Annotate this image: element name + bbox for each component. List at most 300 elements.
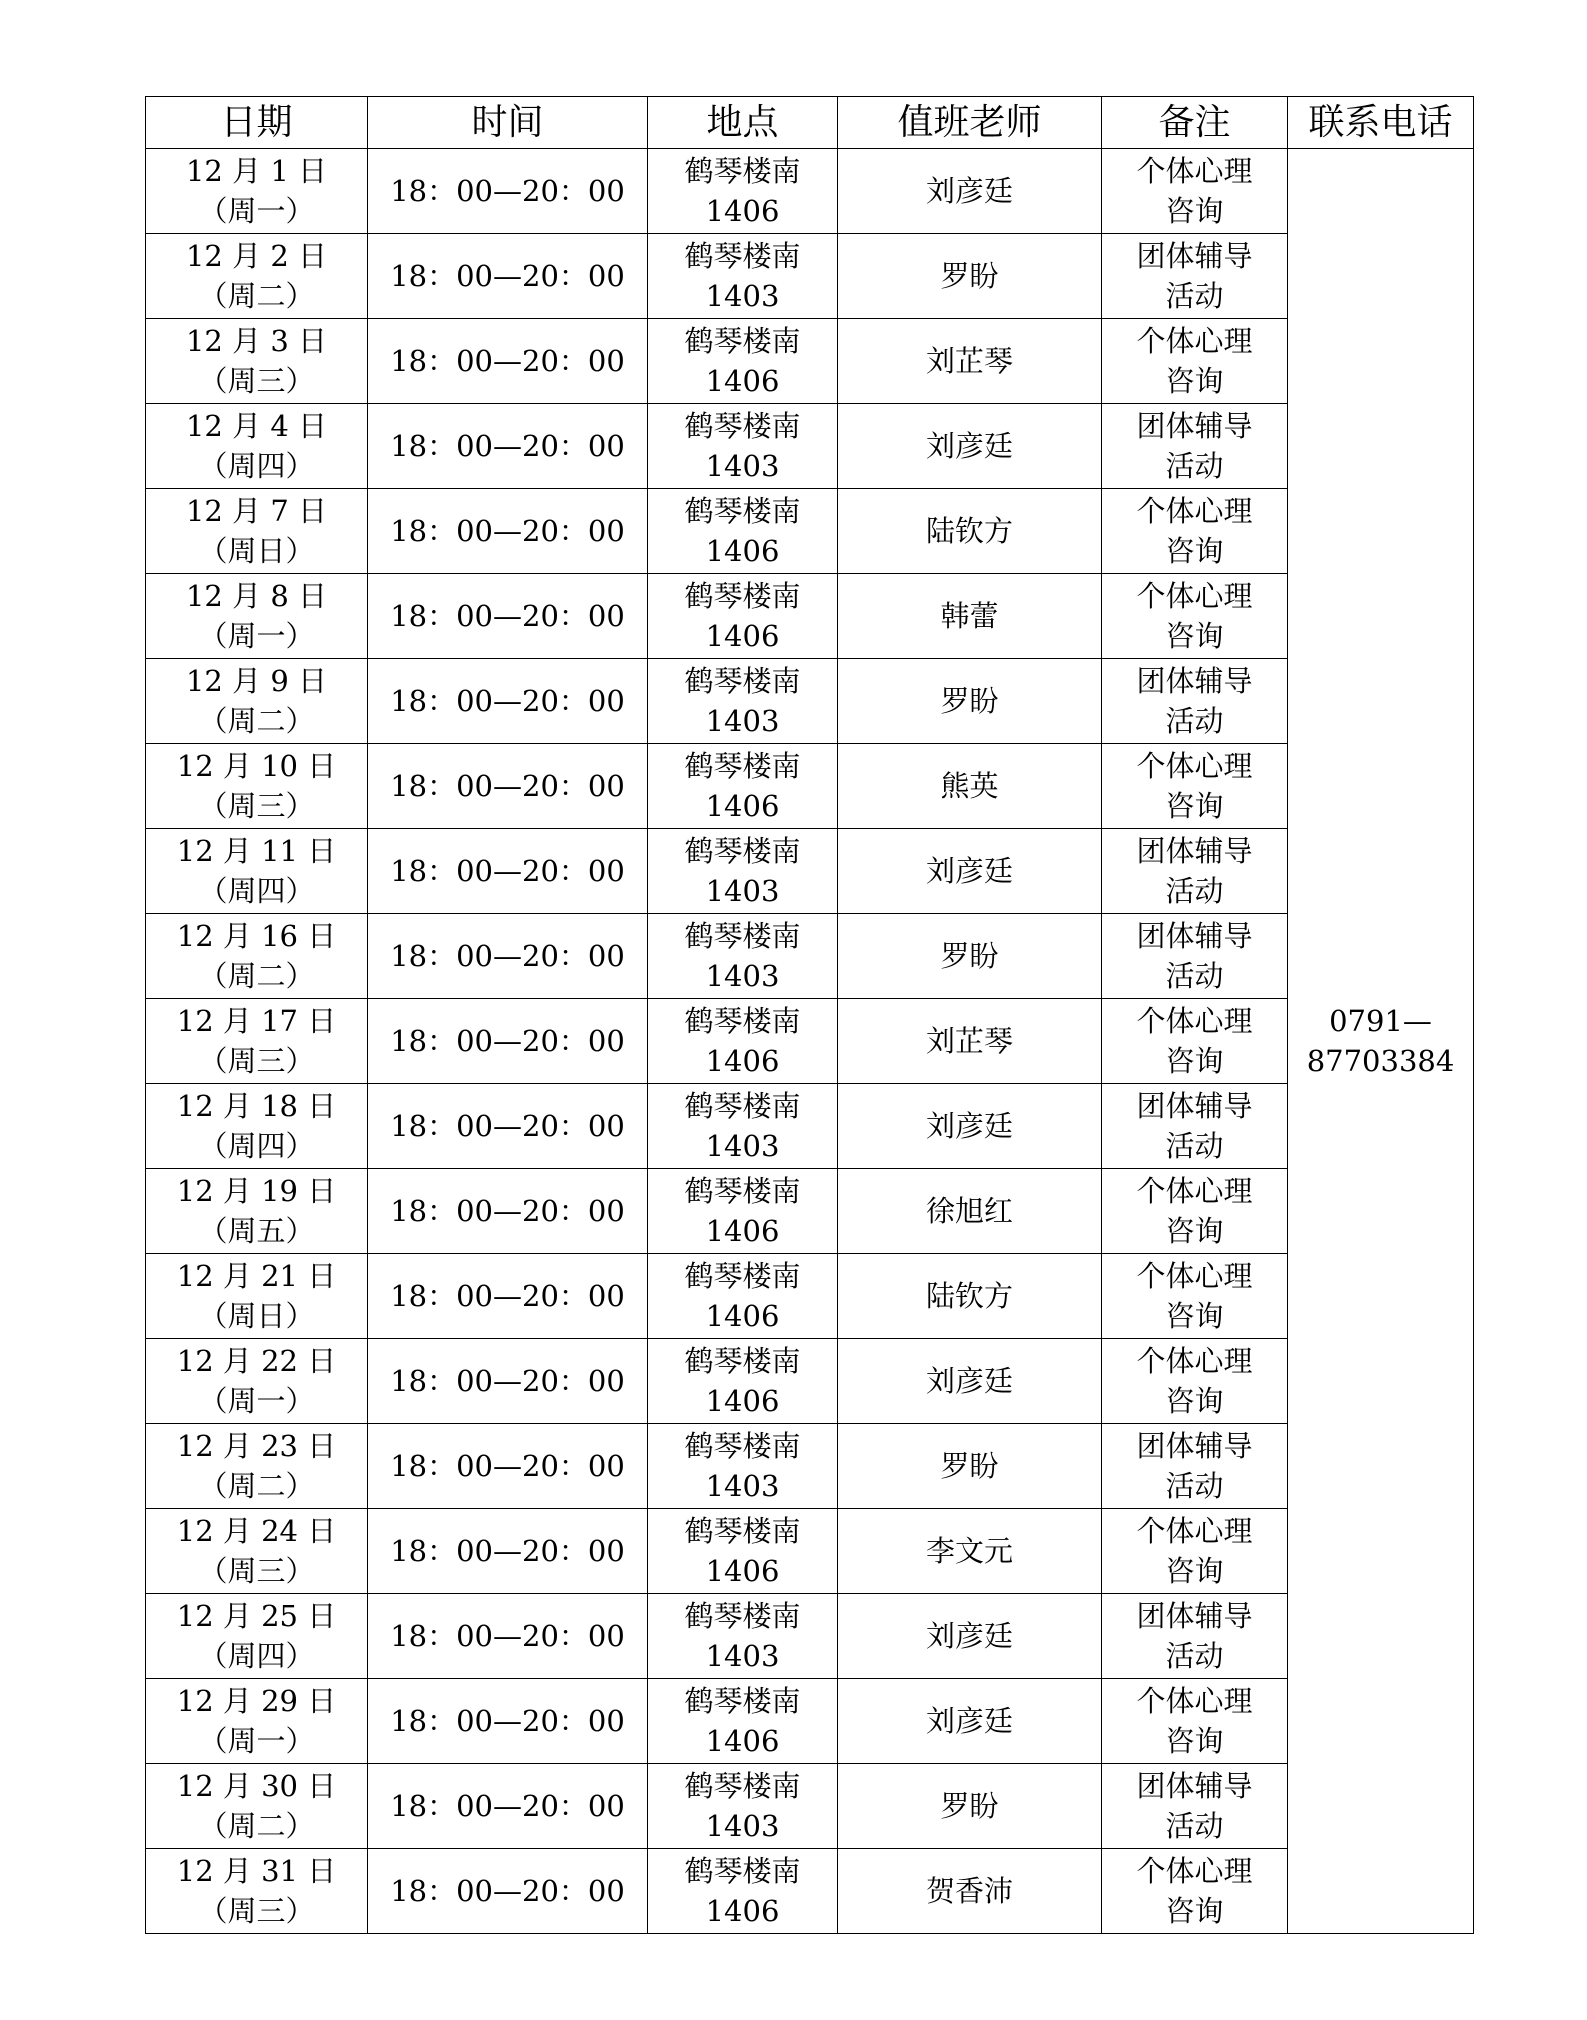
teacher-name-text: 韩蕾: [940, 599, 999, 633]
date-cell: [146, 1594, 368, 1679]
place-building-text: 鹤琴楼南: [684, 919, 801, 953]
place-building-text: 鹤琴楼南: [684, 1854, 801, 1888]
phone-line1-text: 0791—: [1329, 1004, 1432, 1038]
weekday-text: （周二）: [198, 1809, 315, 1843]
note-line1-text: 个体心理: [1136, 1174, 1253, 1208]
date-cell: [146, 744, 368, 829]
note-line1-text: 团体辅导: [1136, 834, 1253, 868]
table-row: [146, 1509, 1474, 1594]
weekday-text: （周一）: [198, 194, 315, 228]
weekday-text: （周三）: [198, 1894, 315, 1928]
time-cell: [368, 319, 648, 404]
header-note: 备注: [1102, 97, 1288, 149]
place-room-text: 1406: [705, 534, 780, 568]
teacher-cell: [838, 1594, 1102, 1679]
teacher-cell: [838, 574, 1102, 659]
place-room-text: 1403: [705, 704, 780, 738]
place-building-text: 鹤琴楼南: [684, 1514, 801, 1548]
teacher-name-text: 刘彦廷: [925, 174, 1013, 208]
place-cell: [648, 914, 838, 999]
weekday-text: （周四）: [198, 874, 315, 908]
table-row: [146, 744, 1474, 829]
weekday-text: （周一）: [198, 1384, 315, 1418]
note-line1-text: 团体辅导: [1136, 1089, 1253, 1123]
time-cell: [368, 744, 648, 829]
note-line2-text: 活动: [1165, 1639, 1224, 1673]
weekday-text: （周五）: [198, 1214, 315, 1248]
teacher-cell: [838, 234, 1102, 319]
place-building-text: 鹤琴楼南: [684, 1004, 801, 1038]
time-cell: [368, 1424, 648, 1509]
note-cell: [1102, 1254, 1288, 1339]
table-row: [146, 829, 1474, 914]
time-cell: [368, 914, 648, 999]
date-text: 12 月 9 日: [185, 664, 327, 698]
teacher-cell: [838, 1509, 1102, 1594]
time-cell: [368, 149, 648, 234]
time-text: 18：00—20：00: [390, 1279, 625, 1313]
teacher-cell: [838, 404, 1102, 489]
date-cell: [146, 659, 368, 744]
place-cell: [648, 1509, 838, 1594]
place-cell: [648, 1849, 838, 1934]
note-cell: [1102, 149, 1288, 234]
place-cell: [648, 1679, 838, 1764]
place-cell: [648, 829, 838, 914]
teacher-name-text: 李文元: [925, 1534, 1013, 1568]
date-cell: [146, 1254, 368, 1339]
note-line2-text: 活动: [1165, 1469, 1224, 1503]
date-text: 12 月 30 日: [176, 1769, 337, 1803]
place-building-text: 鹤琴楼南: [684, 1769, 801, 1803]
date-text: 12 月 4 日: [185, 409, 327, 443]
weekday-text: （周二）: [198, 959, 315, 993]
date-cell: [146, 914, 368, 999]
teacher-cell: [838, 744, 1102, 829]
place-cell: [648, 489, 838, 574]
date-text: 12 月 23 日: [176, 1429, 337, 1463]
note-line1-text: 个体心理: [1136, 1004, 1253, 1038]
place-cell: [648, 1084, 838, 1169]
place-cell: [648, 319, 838, 404]
note-cell: [1102, 1679, 1288, 1764]
place-cell: [648, 999, 838, 1084]
teacher-name-text: 熊英: [940, 769, 999, 803]
note-line2-text: 咨询: [1165, 1724, 1224, 1758]
place-room-text: 1403: [705, 279, 780, 313]
date-cell: [146, 149, 368, 234]
note-cell: [1102, 829, 1288, 914]
place-building-text: 鹤琴楼南: [684, 579, 801, 613]
place-room-text: 1406: [705, 1299, 780, 1333]
teacher-name-text: 罗盼: [940, 1789, 999, 1823]
teacher-cell: [838, 829, 1102, 914]
table-row: [146, 999, 1474, 1084]
place-building-text: 鹤琴楼南: [684, 324, 801, 358]
place-room-text: 1403: [705, 874, 780, 908]
table-row: [146, 404, 1474, 489]
weekday-text: （周日）: [198, 1299, 315, 1333]
time-text: 18：00—20：00: [390, 514, 625, 548]
date-cell: [146, 1339, 368, 1424]
place-building-text: 鹤琴楼南: [684, 1429, 801, 1463]
teacher-cell: [838, 1424, 1102, 1509]
note-cell: [1102, 234, 1288, 319]
date-text: 12 月 18 日: [176, 1089, 337, 1123]
teacher-cell: [838, 1084, 1102, 1169]
place-cell: [648, 659, 838, 744]
note-line2-text: 咨询: [1165, 1554, 1224, 1588]
place-cell: [648, 744, 838, 829]
place-cell: [648, 1169, 838, 1254]
teacher-cell: [838, 1254, 1102, 1339]
place-room-text: 1403: [705, 1809, 780, 1843]
date-text: 12 月 2 日: [185, 239, 327, 273]
teacher-name-text: 罗盼: [940, 259, 999, 293]
time-cell: [368, 1594, 648, 1679]
header-place: 地点: [648, 97, 838, 149]
time-text: 18：00—20：00: [390, 854, 625, 888]
table-row: [146, 1424, 1474, 1509]
teacher-cell: [838, 1169, 1102, 1254]
note-line1-text: 团体辅导: [1136, 1769, 1253, 1803]
weekday-text: （周四）: [198, 1129, 315, 1163]
place-cell: [648, 1594, 838, 1679]
time-text: 18：00—20：00: [390, 1789, 625, 1823]
place-building-text: 鹤琴楼南: [684, 1599, 801, 1633]
place-room-text: 1406: [705, 194, 780, 228]
date-cell: [146, 1849, 368, 1934]
note-cell: [1102, 319, 1288, 404]
place-building-text: 鹤琴楼南: [684, 1344, 801, 1378]
table-row: [146, 1339, 1474, 1424]
teacher-cell: [838, 319, 1102, 404]
time-cell: [368, 1339, 648, 1424]
date-cell: [146, 999, 368, 1084]
note-cell: [1102, 1849, 1288, 1934]
weekday-text: （周二）: [198, 1469, 315, 1503]
table-row: [146, 149, 1474, 234]
time-cell: [368, 829, 648, 914]
date-cell: [146, 1084, 368, 1169]
note-line2-text: 活动: [1165, 959, 1224, 993]
date-text: 12 月 3 日: [185, 324, 327, 358]
date-text: 12 月 7 日: [185, 494, 327, 528]
time-text: 18：00—20：00: [390, 1619, 625, 1653]
teacher-name-text: 陆钦方: [925, 1279, 1013, 1313]
note-line1-text: 个体心理: [1136, 324, 1253, 358]
note-line1-text: 团体辅导: [1136, 239, 1253, 273]
place-building-text: 鹤琴楼南: [684, 1089, 801, 1123]
header-time: 时间: [368, 97, 648, 149]
place-cell: [648, 1254, 838, 1339]
table-row: [146, 489, 1474, 574]
place-room-text: 1406: [705, 1894, 780, 1928]
teacher-name-text: 罗盼: [940, 684, 999, 718]
table-row: [146, 1849, 1474, 1934]
table-row: [146, 659, 1474, 744]
teacher-name-text: 贺香沛: [925, 1874, 1013, 1908]
date-cell: [146, 829, 368, 914]
time-text: 18：00—20：00: [390, 599, 625, 633]
place-building-text: 鹤琴楼南: [684, 1174, 801, 1208]
teacher-cell: [838, 1679, 1102, 1764]
date-cell: [146, 319, 368, 404]
date-cell: [146, 1509, 368, 1594]
date-text: 12 月 1 日: [185, 154, 327, 188]
weekday-text: （周二）: [198, 704, 315, 738]
teacher-cell: [838, 659, 1102, 744]
note-line2-text: 活动: [1165, 1809, 1224, 1843]
teacher-name-text: 刘彦廷: [925, 1109, 1013, 1143]
place-building-text: 鹤琴楼南: [684, 664, 801, 698]
duty-schedule-table: [145, 96, 1474, 1934]
phone-cell: [1288, 149, 1474, 1934]
header-phone: 联系电话: [1288, 97, 1474, 149]
time-cell: [368, 404, 648, 489]
time-text: 18：00—20：00: [390, 1704, 625, 1738]
teacher-cell: [838, 1764, 1102, 1849]
time-cell: [368, 999, 648, 1084]
note-cell: [1102, 489, 1288, 574]
place-room-text: 1403: [705, 1469, 780, 1503]
table-row: [146, 319, 1474, 404]
time-text: 18：00—20：00: [390, 259, 625, 293]
weekday-text: （周三）: [198, 789, 315, 823]
place-building-text: 鹤琴楼南: [684, 834, 801, 868]
place-room-text: 1403: [705, 1639, 780, 1673]
date-text: 12 月 16 日: [176, 919, 337, 953]
time-cell: [368, 489, 648, 574]
time-text: 18：00—20：00: [390, 684, 625, 718]
header-row: [146, 97, 1474, 149]
note-line2-text: 咨询: [1165, 1299, 1224, 1333]
time-text: 18：00—20：00: [390, 344, 625, 378]
note-line1-text: 个体心理: [1136, 494, 1253, 528]
note-line2-text: 活动: [1165, 449, 1224, 483]
teacher-cell: [838, 1849, 1102, 1934]
time-cell: [368, 1084, 648, 1169]
note-line2-text: 咨询: [1165, 364, 1224, 398]
place-cell: [648, 149, 838, 234]
weekday-text: （周一）: [198, 1724, 315, 1758]
teacher-cell: [838, 489, 1102, 574]
note-line1-text: 团体辅导: [1136, 409, 1253, 443]
note-cell: [1102, 1169, 1288, 1254]
place-room-text: 1406: [705, 364, 780, 398]
time-text: 18：00—20：00: [390, 1024, 625, 1058]
date-cell: [146, 574, 368, 659]
place-cell: [648, 1339, 838, 1424]
note-line2-text: 活动: [1165, 704, 1224, 738]
date-text: 12 月 21 日: [176, 1259, 337, 1293]
date-text: 12 月 25 日: [176, 1599, 337, 1633]
note-line2-text: 咨询: [1165, 1894, 1224, 1928]
weekday-text: （周三）: [198, 1044, 315, 1078]
table-row: [146, 1594, 1474, 1679]
note-cell: [1102, 744, 1288, 829]
place-room-text: 1403: [705, 1129, 780, 1163]
note-line2-text: 活动: [1165, 279, 1224, 313]
date-text: 12 月 24 日: [176, 1514, 337, 1548]
date-text: 12 月 31 日: [176, 1854, 337, 1888]
time-text: 18：00—20：00: [390, 174, 625, 208]
note-cell: [1102, 914, 1288, 999]
note-cell: [1102, 1594, 1288, 1679]
place-cell: [648, 574, 838, 659]
teacher-cell: [838, 999, 1102, 1084]
header-date: 日期: [146, 97, 368, 149]
teacher-name-text: 刘彦廷: [925, 429, 1013, 463]
note-line1-text: 团体辅导: [1136, 1599, 1253, 1633]
time-cell: [368, 659, 648, 744]
place-building-text: 鹤琴楼南: [684, 154, 801, 188]
place-room-text: 1406: [705, 1214, 780, 1248]
weekday-text: （周三）: [198, 364, 315, 398]
time-text: 18：00—20：00: [390, 939, 625, 973]
table-row: [146, 1084, 1474, 1169]
table-row: [146, 1254, 1474, 1339]
time-cell: [368, 1679, 648, 1764]
place-room-text: 1406: [705, 619, 780, 653]
place-cell: [648, 1424, 838, 1509]
date-cell: [146, 489, 368, 574]
date-text: 12 月 22 日: [176, 1344, 337, 1378]
teacher-name-text: 陆钦方: [925, 514, 1013, 548]
note-line1-text: 个体心理: [1136, 579, 1253, 613]
note-line2-text: 咨询: [1165, 194, 1224, 228]
place-room-text: 1406: [705, 1384, 780, 1418]
time-cell: [368, 234, 648, 319]
note-cell: [1102, 574, 1288, 659]
date-cell: [146, 234, 368, 319]
note-line1-text: 团体辅导: [1136, 664, 1253, 698]
place-building-text: 鹤琴楼南: [684, 494, 801, 528]
note-cell: [1102, 659, 1288, 744]
time-text: 18：00—20：00: [390, 1534, 625, 1568]
teacher-name-text: 刘芷琴: [925, 344, 1013, 378]
time-cell: [368, 1849, 648, 1934]
place-room-text: 1406: [705, 1044, 780, 1078]
time-cell: [368, 1509, 648, 1594]
note-cell: [1102, 1339, 1288, 1424]
date-cell: [146, 1764, 368, 1849]
place-cell: [648, 234, 838, 319]
time-cell: [368, 1764, 648, 1849]
teacher-name-text: 刘芷琴: [925, 1024, 1013, 1058]
time-text: 18：00—20：00: [390, 769, 625, 803]
table-row: [146, 234, 1474, 319]
note-line2-text: 活动: [1165, 1129, 1224, 1163]
note-line2-text: 咨询: [1165, 534, 1224, 568]
teacher-name-text: 罗盼: [940, 1449, 999, 1483]
teacher-name-text: 刘彦廷: [925, 1619, 1013, 1653]
date-text: 12 月 11 日: [176, 834, 337, 868]
note-cell: [1102, 1764, 1288, 1849]
time-cell: [368, 574, 648, 659]
note-line2-text: 活动: [1165, 874, 1224, 908]
weekday-text: （周日）: [198, 534, 315, 568]
table-row: [146, 1169, 1474, 1254]
teacher-name-text: 罗盼: [940, 939, 999, 973]
place-building-text: 鹤琴楼南: [684, 749, 801, 783]
time-text: 18：00—20：00: [390, 1449, 625, 1483]
note-line1-text: 个体心理: [1136, 1259, 1253, 1293]
date-text: 12 月 17 日: [176, 1004, 337, 1038]
time-text: 18：00—20：00: [390, 1364, 625, 1398]
note-cell: [1102, 1424, 1288, 1509]
note-line2-text: 咨询: [1165, 789, 1224, 823]
table-row: [146, 1679, 1474, 1764]
place-room-text: 1406: [705, 1554, 780, 1588]
place-building-text: 鹤琴楼南: [684, 409, 801, 443]
note-line1-text: 个体心理: [1136, 1854, 1253, 1888]
teacher-name-text: 刘彦廷: [925, 1704, 1013, 1738]
date-text: 12 月 19 日: [176, 1174, 337, 1208]
teacher-cell: [838, 149, 1102, 234]
note-line2-text: 咨询: [1165, 1384, 1224, 1418]
weekday-text: （周四）: [198, 1639, 315, 1673]
table-row: [146, 914, 1474, 999]
place-room-text: 1406: [705, 1724, 780, 1758]
note-cell: [1102, 404, 1288, 489]
schedule-body: [146, 149, 1474, 1934]
weekday-text: （周三）: [198, 1554, 315, 1588]
date-cell: [146, 1169, 368, 1254]
teacher-cell: [838, 1339, 1102, 1424]
note-cell: [1102, 1084, 1288, 1169]
place-building-text: 鹤琴楼南: [684, 239, 801, 273]
note-line1-text: 个体心理: [1136, 1344, 1253, 1378]
time-cell: [368, 1169, 648, 1254]
header-teacher: 值班老师: [838, 97, 1102, 149]
note-line2-text: 咨询: [1165, 1044, 1224, 1078]
date-text: 12 月 29 日: [176, 1684, 337, 1718]
date-cell: [146, 404, 368, 489]
table-row: [146, 574, 1474, 659]
place-room-text: 1403: [705, 959, 780, 993]
note-line2-text: 咨询: [1165, 1214, 1224, 1248]
place-room-text: 1406: [705, 789, 780, 823]
time-text: 18：00—20：00: [390, 1874, 625, 1908]
note-line1-text: 个体心理: [1136, 1684, 1253, 1718]
date-text: 12 月 10 日: [176, 749, 337, 783]
teacher-name-text: 刘彦廷: [925, 1364, 1013, 1398]
place-cell: [648, 1764, 838, 1849]
time-cell: [368, 1254, 648, 1339]
teacher-name-text: 徐旭红: [925, 1194, 1013, 1228]
note-line1-text: 个体心理: [1136, 1514, 1253, 1548]
time-text: 18：00—20：00: [390, 1109, 625, 1143]
place-building-text: 鹤琴楼南: [684, 1684, 801, 1718]
teacher-cell: [838, 914, 1102, 999]
place-cell: [648, 404, 838, 489]
note-cell: [1102, 999, 1288, 1084]
note-line2-text: 咨询: [1165, 619, 1224, 653]
note-cell: [1102, 1509, 1288, 1594]
place-building-text: 鹤琴楼南: [684, 1259, 801, 1293]
date-cell: [146, 1424, 368, 1509]
time-text: 18：00—20：00: [390, 429, 625, 463]
weekday-text: （周一）: [198, 619, 315, 653]
time-text: 18：00—20：00: [390, 1194, 625, 1228]
weekday-text: （周四）: [198, 449, 315, 483]
note-line1-text: 个体心理: [1136, 154, 1253, 188]
weekday-text: （周二）: [198, 279, 315, 313]
table-row: [146, 1764, 1474, 1849]
date-cell: [146, 1679, 368, 1764]
teacher-name-text: 刘彦廷: [925, 854, 1013, 888]
